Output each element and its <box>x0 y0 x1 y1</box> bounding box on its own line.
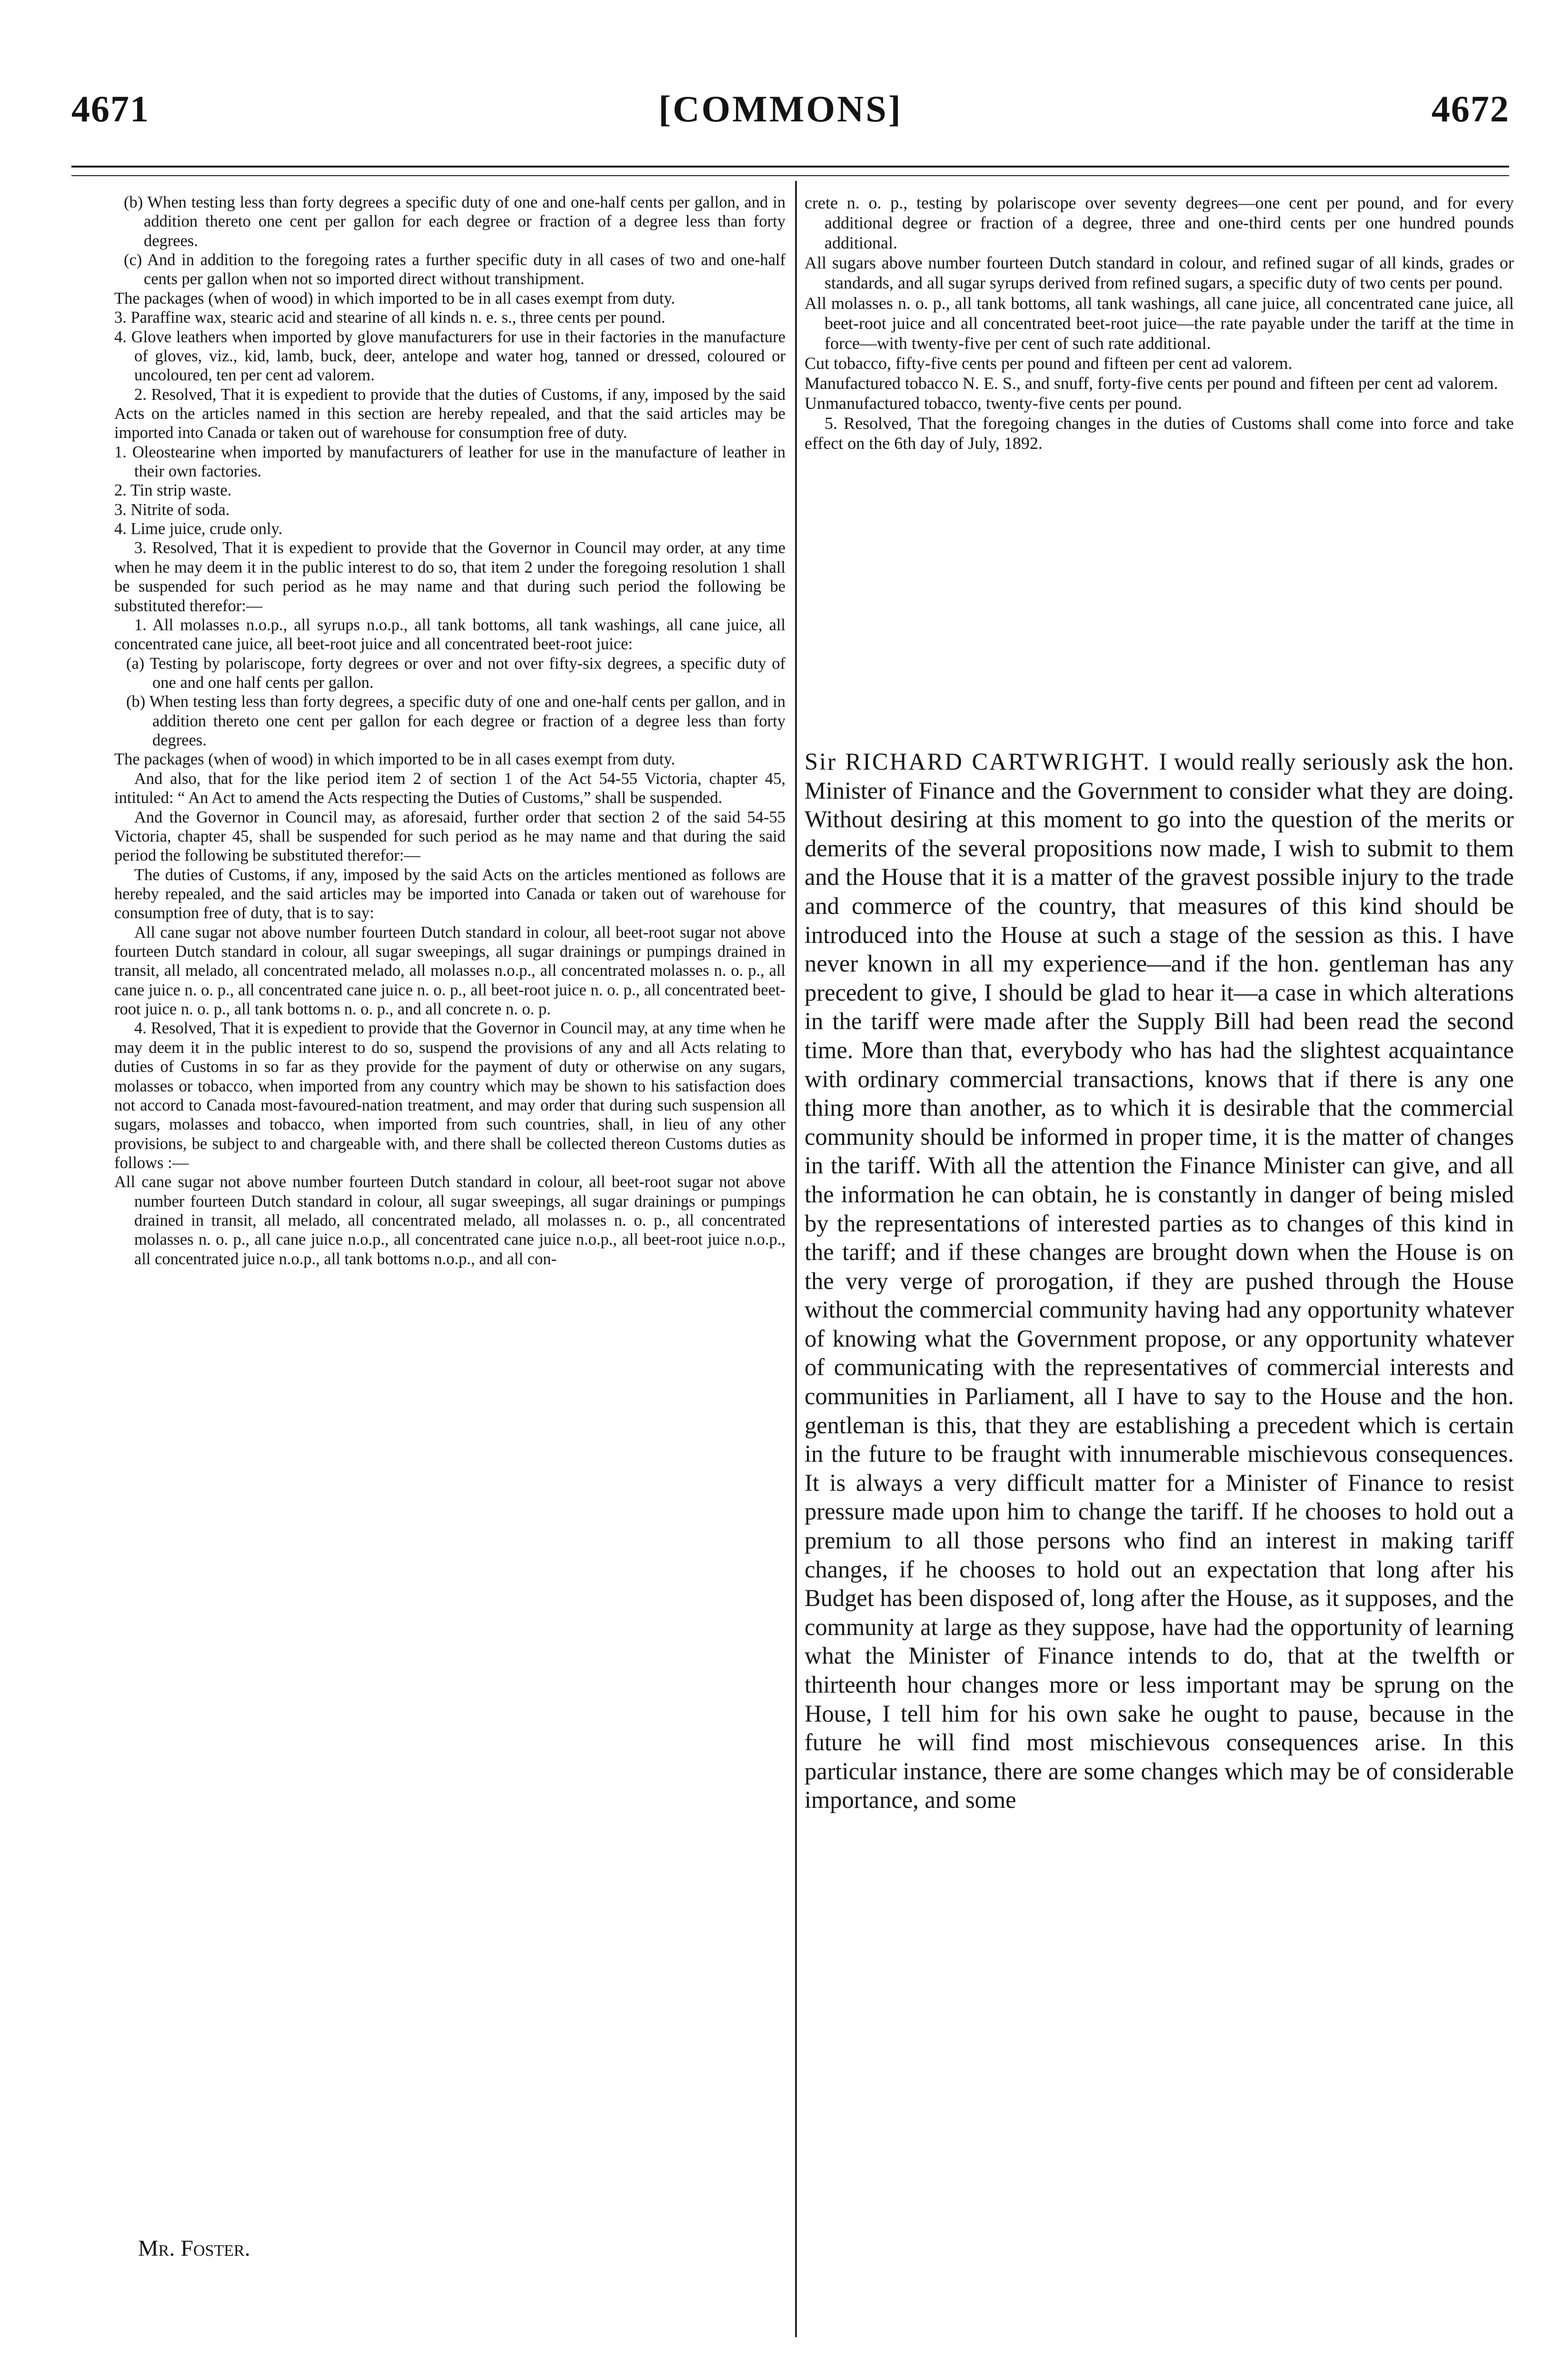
paragraph: (b) When testing less than forty degrees, a specific duty of one and one-half cents per gallon, and in addition thereto one cent per gallon for each degree or fraction of a degree less than forty degrees. <box>126 693 785 750</box>
header-rule <box>71 166 1509 168</box>
paragraph: The packages (when of wood) in which imported to be in all cases exempt from duty. <box>114 750 676 769</box>
paragraph: 2. Tin strip waste. <box>114 481 232 500</box>
paragraph: 3. Paraffine wax, stearic acid and stearine of all kinds n. e. s., three cents per pound. <box>114 308 666 327</box>
paragraph: Cut tobacco, fifty-five cents per pound and fifteen per cent ad valorem. <box>805 353 1293 373</box>
signature: Mr. Foster. <box>138 2236 250 2261</box>
paragraph: The duties of Customs, if any, imposed by the said Acts on the articles mentioned as follows are hereby repealed, and the said articles may be imported into Canada or taken out of warehouse for consumption free of duty, that is to say: <box>114 865 785 922</box>
speech <box>805 747 1514 1815</box>
left-column <box>114 193 785 1269</box>
paragraph: And also, that for the like period item 2 of section 1 of the Act 54-55 Victoria, chapter 45, intituled: “ An Act to amend the Acts respecting the Duties of Customs,” shall be suspended. <box>114 769 785 807</box>
page-number-right: 4672 <box>1432 88 1510 129</box>
paragraph: (c) And in addition to the foregoing rates a further specific duty in all cases of two and one-half cents per gallon when not so imported direct without transhipment. <box>124 251 785 288</box>
paragraph: Unmanufactured tobacco, twenty-five cents per pound. <box>805 394 1182 413</box>
paragraph: All molasses n. o. p., all tank bottoms, all tank washings, all cane juice, all concentrated cane juice, all beet-root juice and all concentrated beet-root juice—the rate payable under the tariff at the time in force—with twenty-five per cent of such rate additional. <box>805 293 1514 353</box>
paragraph: crete n. o. p., testing by polariscope over seventy degrees—one cent per pound, and for every additional degree or fraction of a degree, three and one-third cents per one hundred pounds additional. <box>805 193 1514 253</box>
resolution-paragraph: 5. Resolved, That the foregoing changes in the duties of Customs shall come into force and take effect on the 6th day of July, 1892. <box>805 414 1514 453</box>
paragraph: All sugars above number fourteen Dutch standard in colour, and refined sugar of all kinds, grades or standards, and all sugar syrups derived from refined sugars, a specific duty of two cents per pound. <box>805 253 1514 293</box>
right-column <box>805 193 1514 453</box>
page-title: [COMMONS] <box>658 88 903 129</box>
column-divider <box>795 181 797 2337</box>
paragraph: The packages (when of wood) in which imported to be in all cases exempt from duty. <box>114 289 676 307</box>
speaker-name: Sir RICHARD CARTWRIGHT. <box>805 748 1159 775</box>
paragraph: Manufactured tobacco N. E. S., and snuff, forty-five cents per pound and fifteen per cent ad valorem. <box>805 373 1498 393</box>
resolution-paragraph: 3. Resolved, That it is expedient to provide that the Governor in Council may order, at any time when he may deem it in the public interest to do so, that item 2 under the foregoing resolution 1 shall be suspended for such period as he may name and that during such period the following be substituted therefor:— <box>114 539 785 615</box>
paragraph: 3. Nitrite of soda. <box>114 500 230 519</box>
resolution-paragraph: 4. Resolved, That it is expedient to provide that the Governor in Council may, at any time when he may deem it in the public interest to do so, suspend the provisions of any and all Acts relating to duties of Customs in so far as they provide for the payment of duty or otherwise on any sugars, molasses or tobacco, when imported from any country which may be shown to his satisfaction does not accord to Canada most-favoured-nation treatment, and may order that during such suspension all sugars, molasses and tobacco, when imported from such countries, shall, in lieu of any other provisions, be subject to and chargeable with, and there shall be collected thereon Customs duties as follows :— <box>114 1019 785 1172</box>
paragraph: And the Governor in Council may, as aforesaid, further order that section 2 of the said 54-55 Victoria, chapter 45, shall be suspended for such period as he may name and that during the said period the following be substituted therefor:— <box>114 808 785 865</box>
paragraph: 1. All molasses n.o.p., all syrups n.o.p., all tank bottoms, all tank washings, all cane juice, all concentrated cane juice, all beet-root juice and all concentrated beet-root juice: <box>114 615 785 654</box>
paragraph: (a) Testing by polariscope, forty degrees or over and not over fifty-six degrees, a specific duty of one and one half cents per gallon. <box>126 654 785 692</box>
speech-text: I would really seriously ask the hon. Minister of Finance and the Government to consider what they are doing. Without desiring at this moment to go into the question of the merits or demerits of the several propositions now made, I wish to submit to them and the House that it is a matter of the gravest possible injury to the trade and commerce of the country, that measures of this kind should be introduced into the House at such a stage of the session as this. I have never known in all my experience—and if the hon. gentleman has any precedent to give, I should be glad to hear it—a case in which alterations in the tariff were made after the Supply Bill had been read the second time. More than that, everybody who has had the slightest acquaintance with ordinary commercial transactions, knows that if there is any one thing more than another, as to which it is desirable that the commercial community should be informed in proper time, it is the matter of changes in the tariff. With all the attention the Finance Minister can give, and all the information he can obtain, he is constantly in danger of being misled by the representations of interested parties as to changes of this kind in the tariff; and if these changes are brought down when the House is on the very verge of prorogation, if they are pushed through the House without the commercial community having had any opportunity whatever of knowing what the Government propose, or any opportunity whatever of communicating with the representatives of commercial interests and communities in Parliament, all I have to say to the House and the hon. gentleman is this, that they are establishing a precedent which is certain in the future to be fraught with innumerable mischievous consequences. It is always a very difficult matter for a Minister of Finance to resist pressure made upon him to change the tariff. If he chooses to hold out a premium to all those persons who find an interest in making tariff changes, if he chooses to hold out an expectation that long after his Budget has been disposed of, long after the House, as it supposes, and the community at large as they suppose, have had the opportunity of learning what the Minister of Finance intends to do, that at the twelfth or thirteenth hour changes more or less important may be sprung on the House, I tell him for his own sake he ought to pause, because in the future he will find most mischievous consequences arise. In this particular instance, there are some changes which may be of considerable importance, and some <box>805 748 1514 1814</box>
paragraph: 4. Lime juice, crude only. <box>114 520 283 538</box>
paragraph: 4. Glove leathers when imported by glove manufacturers for use in their factories in the manufacture of gloves, viz., kid, lamb, buck, deer, antelope and water hog, tanned or dressed, coloured or uncoloured, ten per cent ad valorem. <box>114 327 785 385</box>
paragraph: All cane sugar not above number fourteen Dutch standard in colour, all beet-root sugar not above number fourteen Dutch standard in colour, all sugar sweepings, all sugar drainings or pumpings drained in transit, all melado, all concentrated melado, all molasses n. o. p., all concentrated molasses n. o. p., all cane juice n.o.p., all concentrated cane juice n.o.p., all beet-root juice n.o.p., all concentrated juice n.o.p., all tank bottoms n.o.p., and all con- <box>114 1173 785 1268</box>
paragraph: 1. Oleostearine when imported by manufacturers of leather for use in the manufacture of leather in their own factories. <box>114 443 785 481</box>
header-rule-thin <box>71 175 1509 176</box>
resolution-paragraph: 2. Resolved, That it is expedient to provide that the duties of Customs, if any, imposed by the said Acts on the articles named in this section are hereby repealed, and that the said articles may be imported into Canada or taken out of warehouse for consumption free of duty. <box>114 385 785 442</box>
paragraph: (b) When testing less than forty degrees a specific duty of one and one-half cents per gallon, and in addition thereto one cent per gallon for each degree or fraction of a degree less than forty degrees. <box>124 193 785 250</box>
paragraph: All cane sugar not above number fourteen Dutch standard in colour, all beet-root sugar not above fourteen Dutch standard in colour, all sugar sweepings, all sugar drainings or pumpings drained in transit, all melado, all concentrated melado, all molasses n.o.p., all concentrated molasses n. o. p., all cane juice n. o. p., all concentrated cane juice n. o. p., all beet-root juice n. o. p., all concentrated beet-root juice n. o. p., all tank bottoms n. o. p., and all concrete n. o. p. <box>114 923 785 1019</box>
page-number-left: 4671 <box>71 88 149 129</box>
